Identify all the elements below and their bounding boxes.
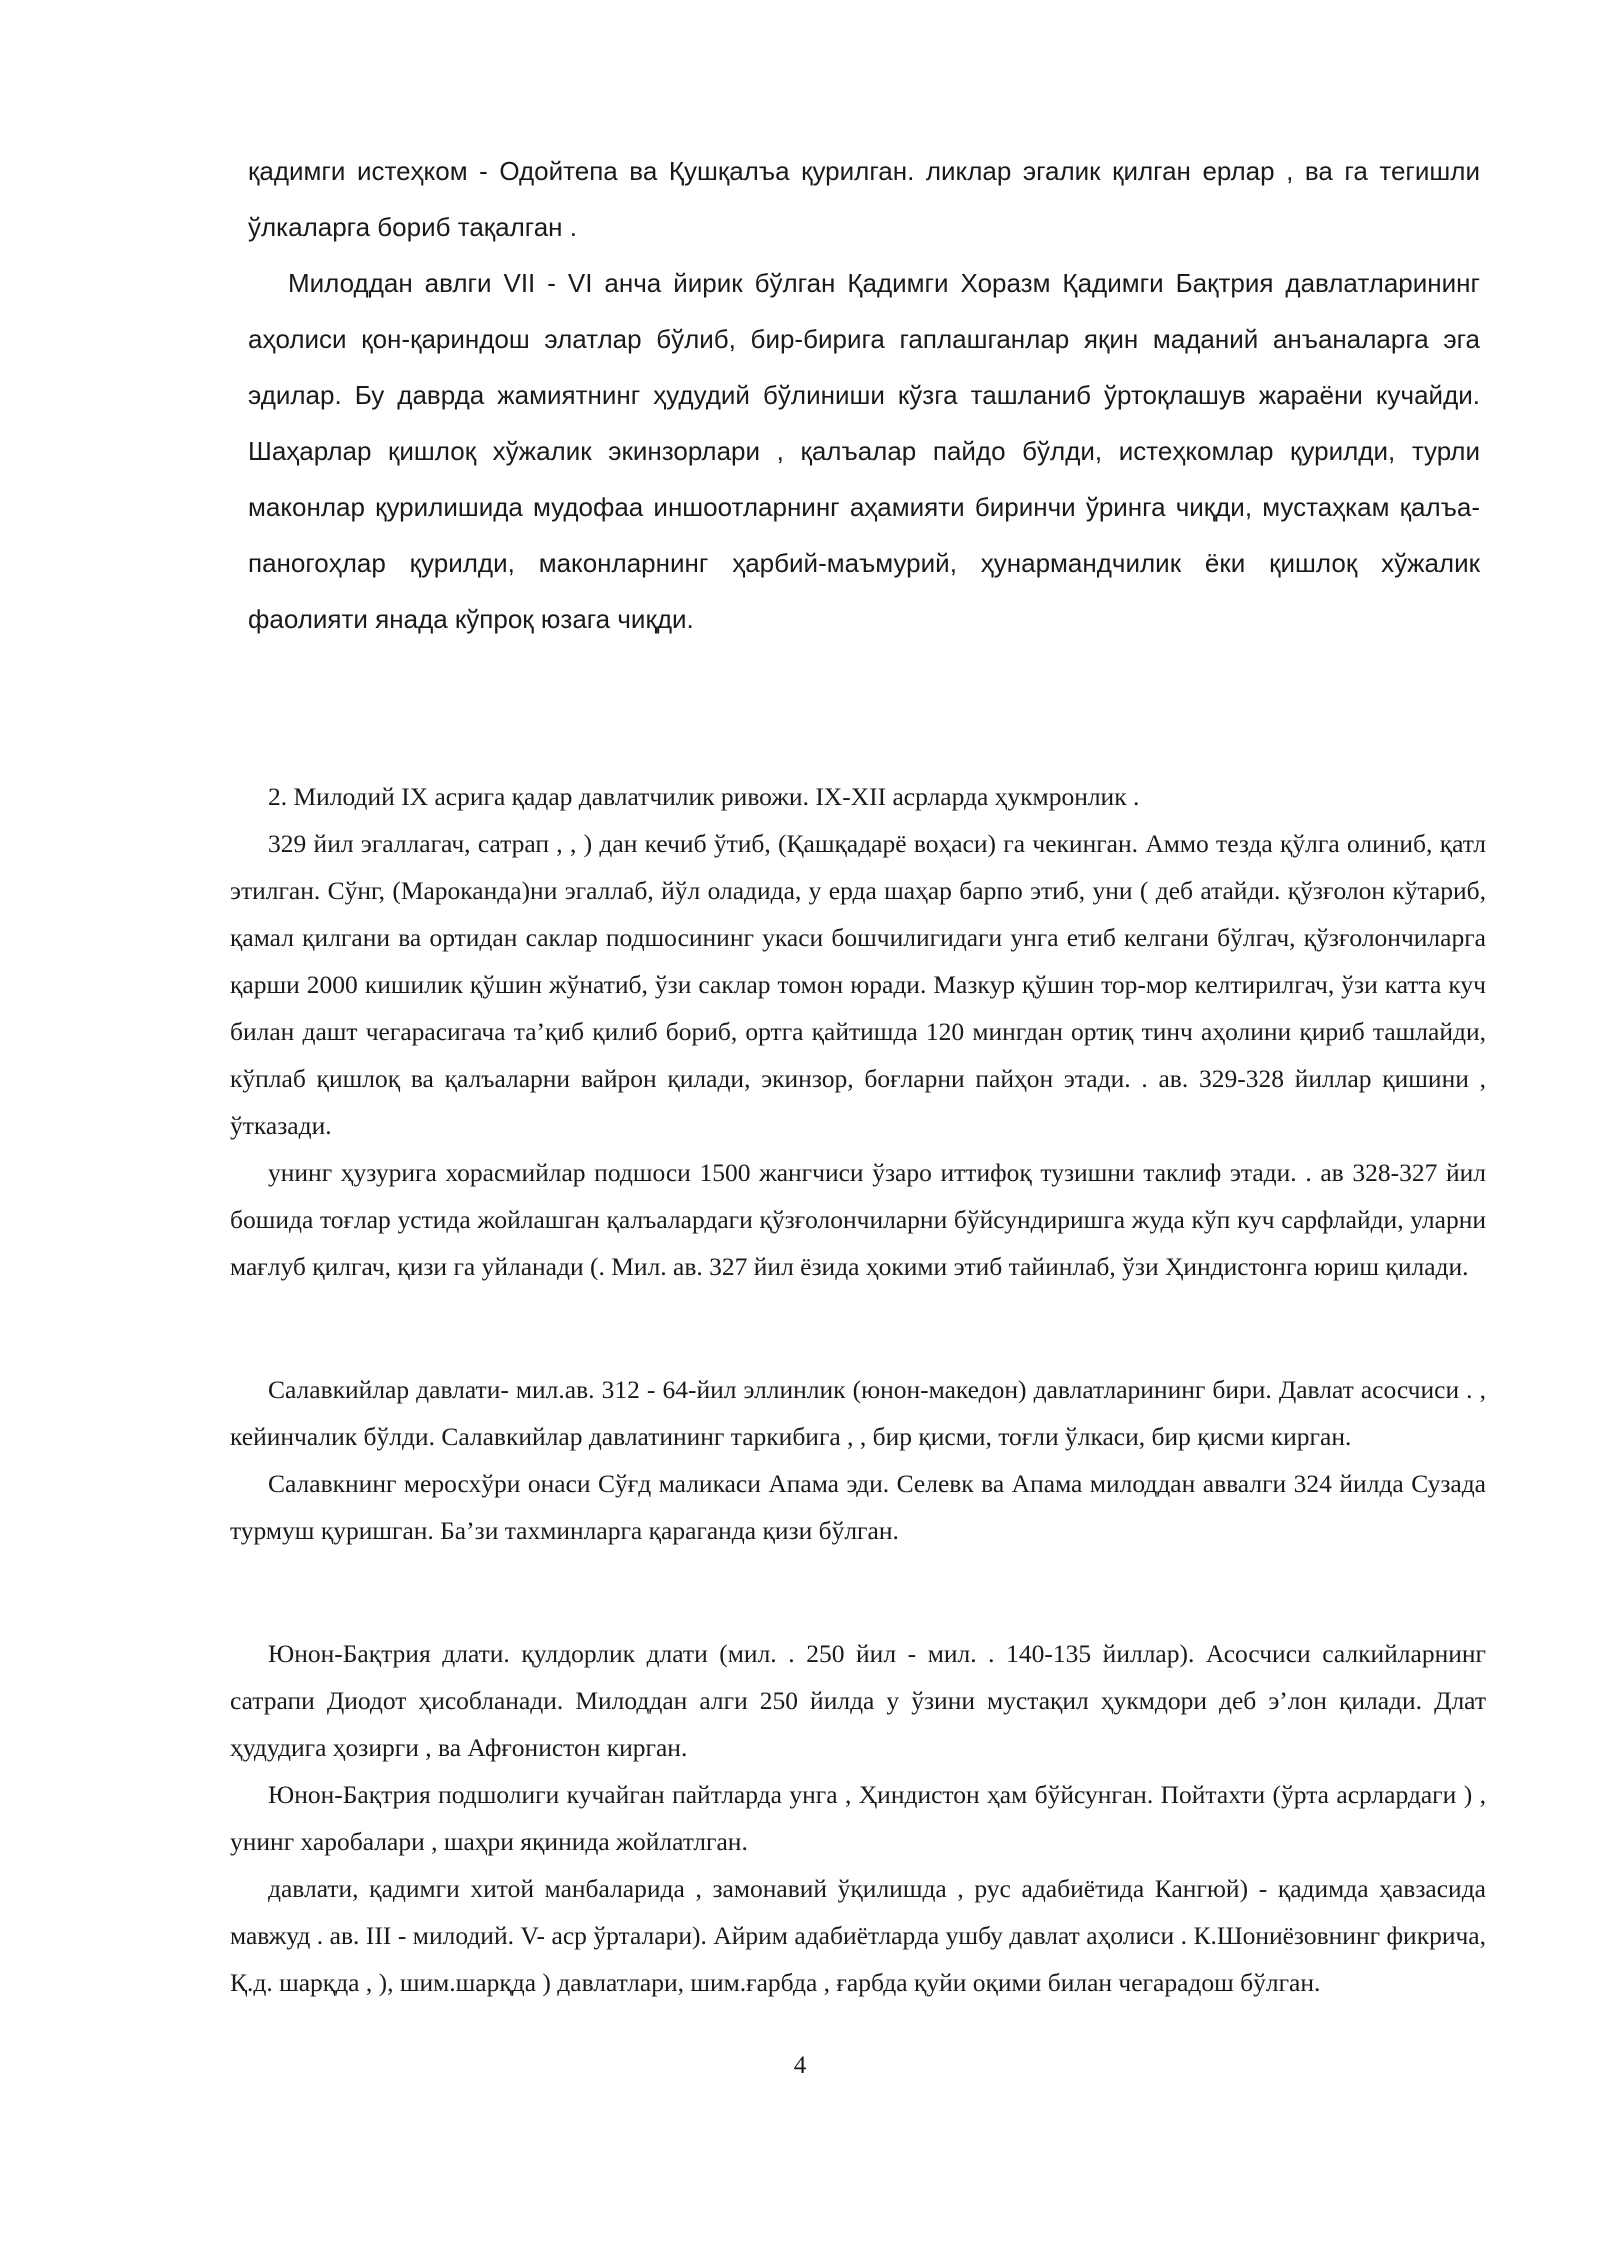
paragraph: Юнон-Бақтрия подшолиги кучайган пайтларда унга , Ҳиндистон ҳам бўйсунган. Пойтахти (ўрта асрлардаги ) , унинг харобалари , шаҳри яқинида жойлатлган. [230,1780,1486,1856]
paragraph: Салавкийлар давлати- мил.ав. 312 - 64-йил эллинлик (юнон-македон) давлатларининг бири. Давлат асосчиси . , кейинчалик бўлди. Салавкийлар давлатининг таркибига , , бир қисми, тоғли ўлкаси, бир қисми кирган. [230,1375,1486,1451]
paragraph: унинг ҳузурига хорасмийлар подшоси 1500 жангчиси ўзаро иттифоқ тузишни таклиф этади. . ав 328-327 йил бошида тоғлар устида жойлашган қалъалардаги қўзғолончиларни бўйсундиришга жуда кўп куч сарфлайди, уларни мағлуб қилгач, қизи га уйланади (. Мил. ав. 327 йил ёзида ҳокими этиб тайинлаб, ўзи Ҳиндистонга юриш қилади. [230,1158,1486,1281]
paragraph: 329 йил эгаллагач, сатрап , , ) дан кечиб ўтиб, (Қашқадарё воҳаси) га чекинган. Аммо тезда қўлга олиниб, қатл этилган. Сўнг, (Мароканда)ни эгаллаб, йўл оладида, у ерда шаҳар барпо этиб, уни ( деб атайди. қўзғолон кўтариб, қамал қилгани ва ортидан саклар подшосининг укаси бошчилигидаги унга етиб келгани бўлгач, қўзғолончиларга қарши 2000 кишилик қўшин жўнатиб, ўзи саклар томон юради. Мазкур қўшин тор-мор келтирилгач, ўзи катта куч билан дашт чегарасигача та’қиб қилиб бориб, ортга қайтишда 120 мингдан ортиқ тинч аҳолини қириб ташлайди, кўплаб қишлоқ ва қалъаларни вайрон қилади, экинзор, боғларни пайҳон этади. . ав. 329-328 йиллар қишини , ўтказади. [230,829,1486,1140]
upper-text-block [248,143,1480,647]
paragraph: давлати, қадимги хитой манбаларида , замонавий ўқилишда , рус адабиётида Кангюй) - қадимда ҳавзасида мавжуд . ав. III - милодий. V- аср ўрталари). Айрим адабиётларда ушбу давлат аҳолиси . К.Шониёзовнинг фикрича, Қ.д. шарқда , ), шим.шарқда ) давлатлари, шим.ғарбда , ғарбда қуйи оқими билан чегарадош бўлган. [230,1874,1486,1997]
paragraph-gap [230,1554,1486,1630]
paragraph-gap [230,1290,1486,1366]
section-heading: 2. Милодий IX асрига қадар давлатчилик ривожи. IX-XII асрларда ҳукмронлик . [268,782,1140,811]
paragraph: Милоддан авлги VII - VI анча йирик бўлган Қадимги Хоразм Қадимги Бақтрия давлатларининг аҳолиси қон-қариндош элатлар бўлиб, бир-бирига гаплашганлар яқин маданий анъаналарга эга эдилар. Бу даврда жамиятнинг ҳудудий бўлиниши кўзга ташланиб ўртоқлашув жараёни кучайди. Шаҳарлар қишлоқ хўжалик экинзорлари , қалъалар пайдо бўлди, истеҳкомлар қурилди, турли маконлар қурилишида мудофаа иншоотларнинг аҳамияти биринчи ўринга чиқди, мустаҳкам қалъа-паногоҳлар қурилди, маконларнинг ҳарбий-маъмурий, ҳунармандчилик ёки қишлоқ хўжалик фаолияти янада кўпроқ юзага чиқди. [248,268,1480,634]
paragraph: Юнон-Бақтрия длати. қулдорлик длати (мил. . 250 йил - мил. . 140-135 йиллар). Асосчиси салкийларнинг сатрапи Диодот ҳисобланади. Милоддан алги 250 йилда у ўзини мустақил ҳукмдори деб э’лон қилади. Длат ҳудудига ҳозирги , ва Афғонистон кирган. [230,1639,1486,1762]
main-text-block [230,773,1486,2006]
paragraph: қадимги истеҳком - Одойтепа ва Қушқалъа қурилган. ликлар эгалик қилган ерлар , ва га тегишли ўлкаларга бориб тақалган . [248,156,1480,242]
paragraph: Салавкнинг меросхўри онаси Сўғд маликаси Апама эди. Селевк ва Апама милоддан аввалги 324 йилда Сузада турмуш қуришган. Ба’зи тахминларга қараганда қизи бўлган. [230,1469,1486,1545]
page-number: 4 [793,2052,807,2079]
